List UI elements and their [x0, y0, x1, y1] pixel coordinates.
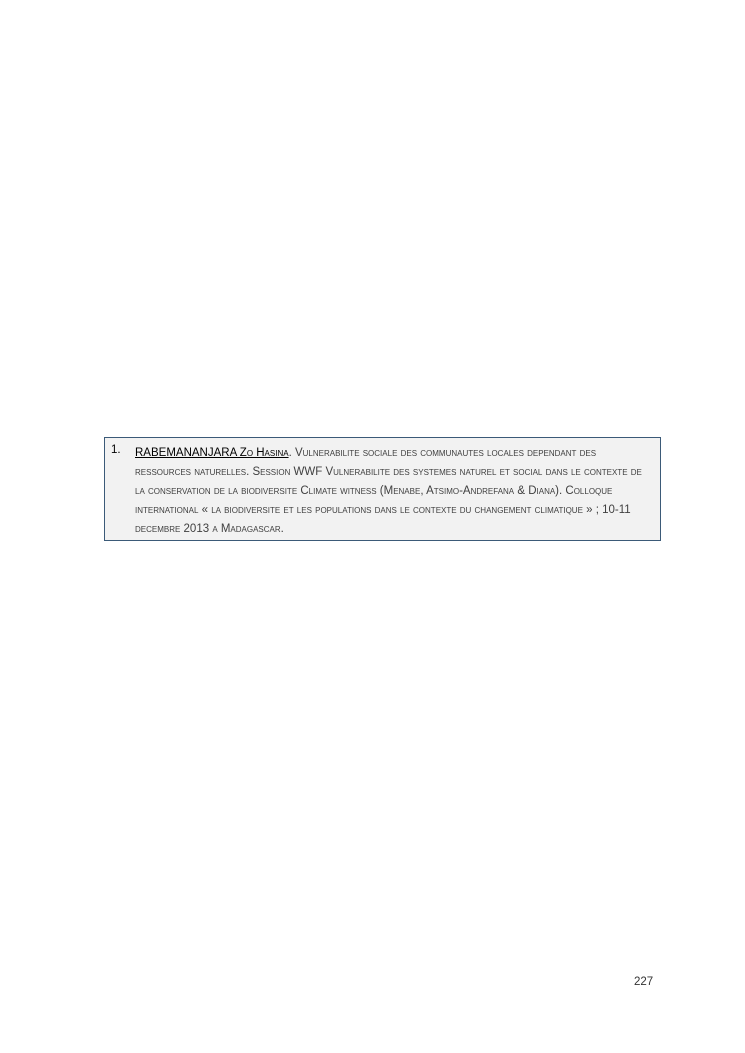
reference-text — [135, 444, 652, 539]
reference-box — [104, 437, 661, 541]
reference-body: . Vulnerabilite sociale des communautes locales dependant des ressources naturelles. Session WWF Vulnerabilite des systemes naturel et social dans le contexte de la conservation de la biodiversite Climate witness (Menabe, Atsimo-Andrefana & Diana). Colloque international « la biodiversite et les populations dans le contexte du changement climatique » ; 10-11 decembre 2013 a Madagascar. — [135, 447, 642, 535]
reference-author: RABEMANANJARA Zo Hasina — [135, 447, 289, 459]
reference-number: 1. — [111, 444, 121, 456]
page-number: 227 — [634, 976, 654, 988]
